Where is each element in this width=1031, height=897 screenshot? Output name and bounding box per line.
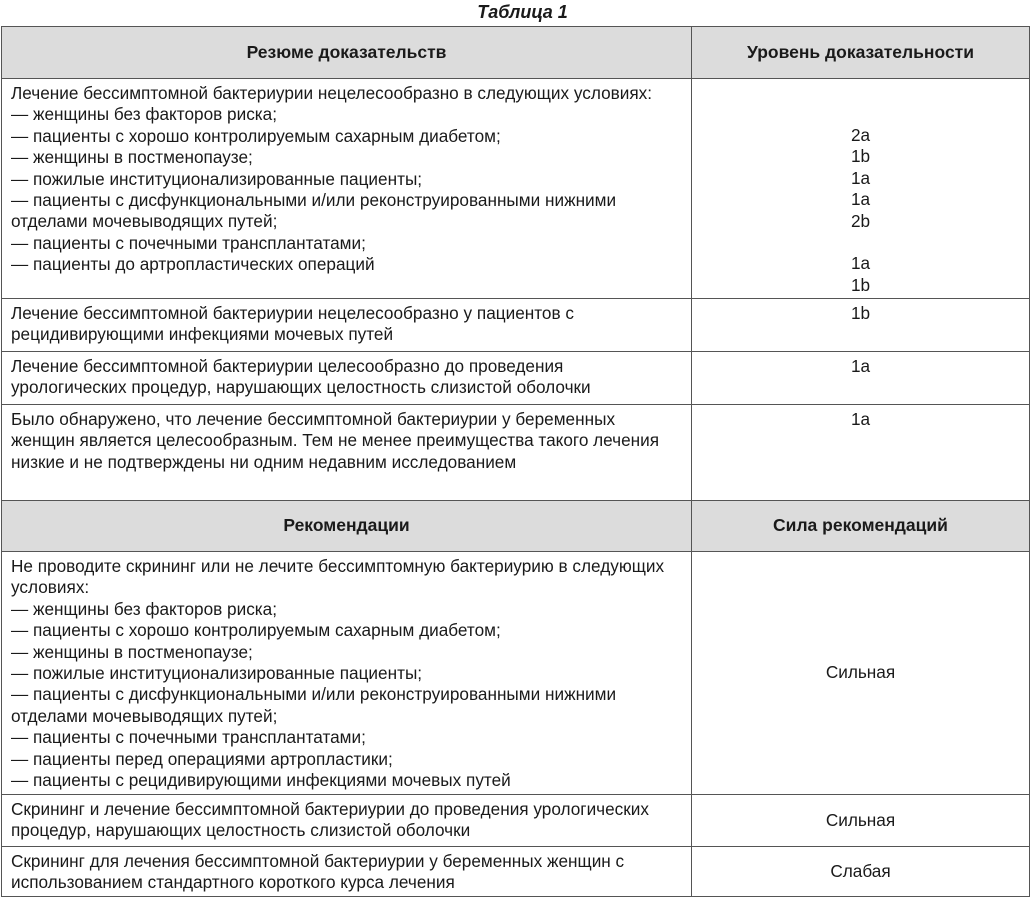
- evidence-level: 1a: [850, 253, 871, 274]
- evidence-level: 2b: [850, 210, 871, 231]
- list-item: — пожилые институционализированные пациенты;: [11, 663, 423, 684]
- table-row: [2, 795, 1030, 847]
- list-item: — пациенты с рецидивирующими инфекциями мочевых путей: [11, 770, 511, 791]
- list-item: — женщины без факторов риска;: [11, 598, 278, 619]
- recommendation-strength: Сильная: [692, 795, 1030, 847]
- list-item: — женщины в постменопаузе;: [11, 641, 253, 662]
- evidence-cell: Было обнаружено, что лечение бессимптомной бактериурии у беременных женщин является целесообразным. Тем не менее преимущества такого лечения низкие и не подтверждены ни одним недавним исследованием: [2, 405, 692, 501]
- list-item: — пациенты с хорошо контролируемым сахарным диабетом;: [11, 620, 501, 641]
- evidence-level-header: Уровень доказательности: [692, 27, 1030, 79]
- list-item: — пациенты с дисфункциональными и/или реконструированными нижними отделами мочевыводящих путей;: [11, 684, 617, 726]
- recommendation-strength: Сильная: [692, 552, 1030, 795]
- recommendation-strength-header: Сила рекомендаций: [692, 501, 1030, 552]
- evidence-cell: Лечение бессимптомной бактериурии нецелесообразно у пациентов с рецидивирующими инфекциями мочевых путей: [2, 299, 692, 352]
- recommendation-cell: Скрининг и лечение бессимптомной бактериурии до проведения урологических процедур, нарушающих целостность слизистой оболочки: [2, 795, 692, 847]
- evidence-level: 2a: [850, 125, 871, 145]
- list-item: — женщины в постменопаузе;: [11, 147, 253, 168]
- evidence-level: 1b: [850, 146, 871, 167]
- table-row: [2, 352, 1030, 405]
- evidence-intro: Лечение бессимптомной бактериурии нецелесообразно в следующих условиях:: [11, 83, 653, 103]
- recommendation-header-row: [2, 501, 1030, 552]
- list-item: — пожилые институционализированные пациенты;: [11, 168, 423, 189]
- evidence-header-row: [2, 27, 1030, 79]
- table-caption: Таблица 1: [477, 2, 568, 22]
- recommendation-header: Рекомендации: [2, 501, 692, 552]
- list-item: — женщины без факторов риска;: [11, 104, 278, 125]
- evidence-summary-header: Резюме доказательств: [2, 27, 692, 79]
- evidence-level: 1a: [850, 167, 871, 188]
- list-item: — пациенты до артропластических операций: [11, 254, 375, 275]
- table-row: [2, 405, 1030, 501]
- list-item: — пациенты с почечными трансплантатами;: [11, 727, 366, 748]
- evidence-cell: Лечение бессимптомной бактериурии целесообразно до проведения урологических процедур, нарушающих целостность слизистой оболочки: [2, 352, 692, 405]
- recommendation-strength: Слабая: [692, 847, 1030, 897]
- table-row: [2, 847, 1030, 897]
- recommendation-intro: Не проводите скрининг или не лечите бессимптомную бактериурию в следующих условиях:: [11, 556, 665, 598]
- table-row: [2, 299, 1030, 352]
- recommendation-cell: [2, 552, 692, 795]
- evidence-cell: [2, 79, 692, 299]
- list-item: — пациенты с дисфункциональными и/или реконструированными нижними отделами мочевыводящих путей;: [11, 190, 617, 232]
- evidence-level: 1b: [850, 274, 871, 295]
- evidence-level: 1a: [850, 189, 871, 210]
- table-row: [2, 552, 1030, 795]
- evidence-level-cell: [692, 79, 1030, 299]
- recommendation-cell: Скрининг для лечения бессимптомной бактериурии у беременных женщин с использованием стандартного короткого курса лечения: [2, 847, 692, 897]
- evidence-level: 1b: [692, 299, 1030, 352]
- list-item: — пациенты перед операциями артропластики;: [11, 748, 393, 769]
- evidence-level: 1a: [692, 352, 1030, 405]
- evidence-table: [1, 26, 1030, 897]
- table-row: [2, 79, 1030, 299]
- list-item: — пациенты с почечными трансплантатами;: [11, 232, 366, 253]
- list-item: — пациенты с хорошо контролируемым сахарным диабетом;: [11, 125, 501, 146]
- evidence-level: 1a: [692, 405, 1030, 501]
